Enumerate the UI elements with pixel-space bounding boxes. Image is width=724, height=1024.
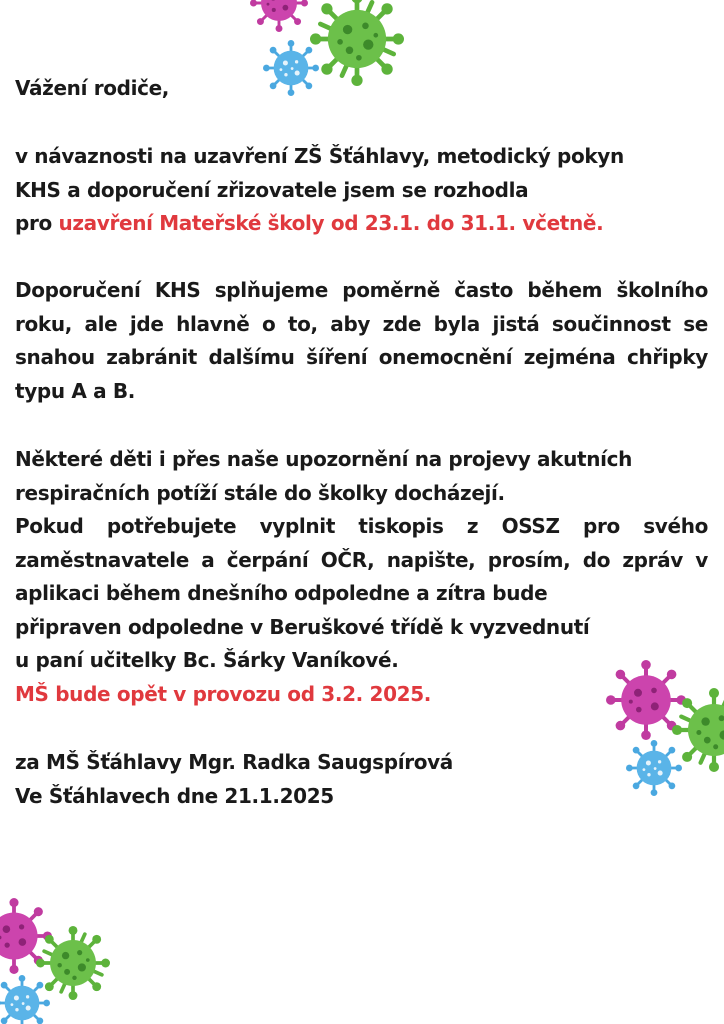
reopening-notice: MŠ bude opět v provozu od 3.2. 2025. [15, 681, 432, 706]
salutation: Vážení rodiče, [15, 76, 170, 100]
paragraph-line: v návaznosti na uzavření ZŠ Šťáhlavy, metodický pokyn [15, 144, 624, 168]
paragraph-body: Pokud potřebujete vyplnit tiskopis z OSSZ pro svého zaměstnavatele a čerpání OČR, napište, prosím, do zpráv v aplikaci během dnešního odpoledne a zítra bude [15, 514, 708, 605]
paragraph-closure [15, 140, 708, 241]
paragraph-line: Některé děti i přes naše upozornění na projevy akutních [15, 447, 632, 471]
paragraph-line: připraven odpoledne v Beruškové třídě k vyzvednutí [15, 614, 590, 639]
closure-highlight: uzavření Mateřské školy od 23.1. do 31.1. včetně. [58, 211, 604, 235]
text-prefix: pro [15, 211, 59, 235]
virus-blue-icon [0, 975, 50, 1024]
place-date: Ve Šťáhlavech dne 21.1.2025 [15, 783, 334, 808]
signature: za MŠ Šťáhlavy Mgr. Radka Saugspírová [15, 750, 453, 774]
paragraph-line [15, 207, 708, 241]
paragraph-line: u paní učitelky Bc. Šárky Vaníkové. [15, 648, 399, 672]
signature-block [15, 746, 708, 813]
paragraph-khs: Doporučení KHS splňujeme poměrně často během školního roku, ale jde hlavně o to, aby zde byla jistá součinnost se snahou zabránit dalšímu šíření onemocnění zejména chřipky typu A a B. [15, 278, 708, 403]
paragraph-line: KHS a doporučení zřizovatele jsem se rozhodla [15, 177, 529, 202]
paragraph-ocr [15, 443, 708, 711]
virus-magenta-icon [244, 0, 314, 32]
paragraph-line: respiračních potíží stále do školky docházejí. [15, 480, 505, 505]
